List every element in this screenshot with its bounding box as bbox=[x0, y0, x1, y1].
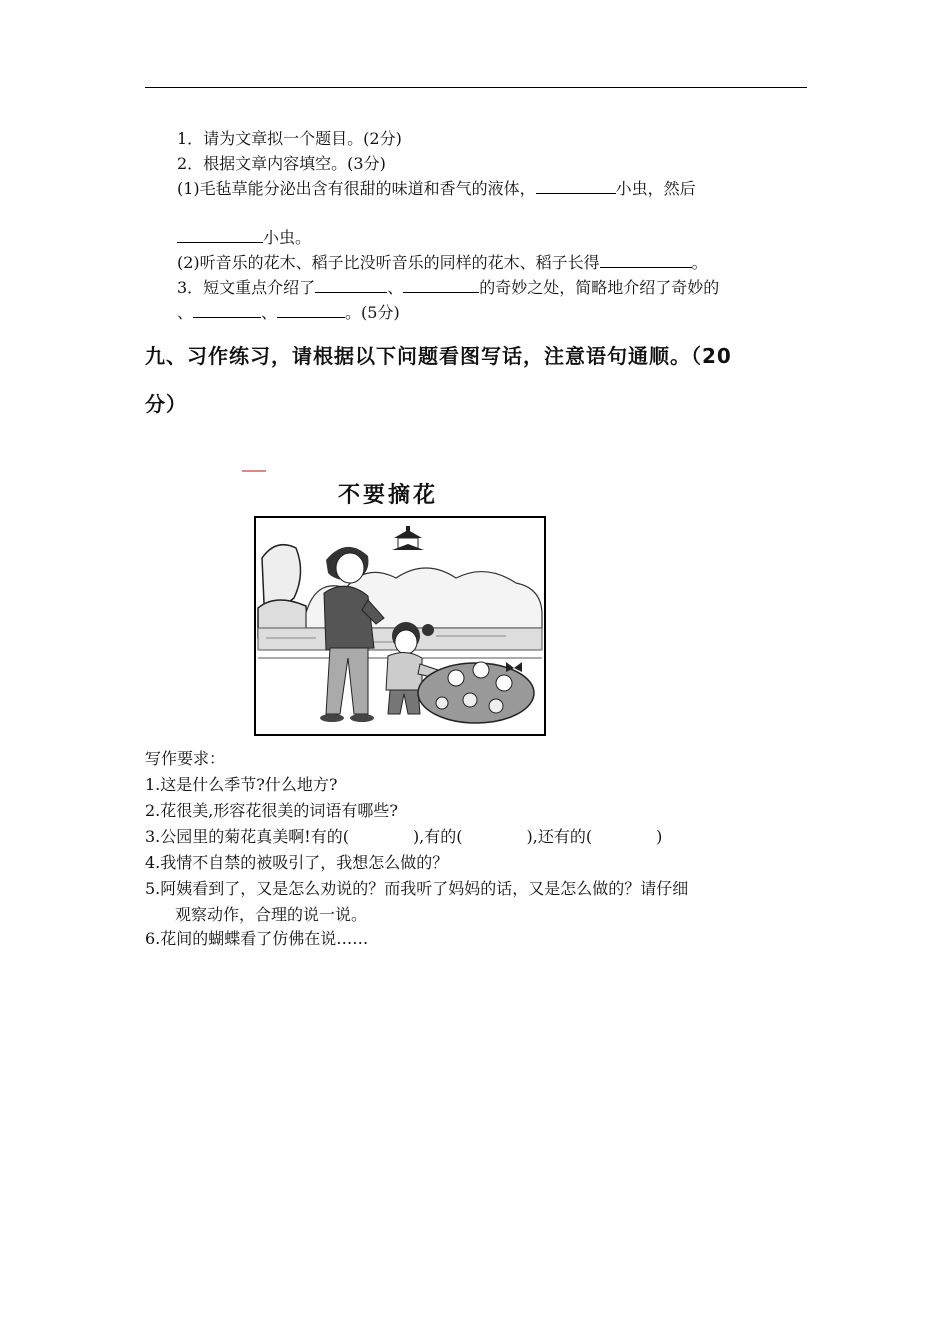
requirement-item: 1.这是什么季节?什么地方? bbox=[145, 775, 338, 794]
question-2-1-text-b: 小虫，然后 bbox=[615, 179, 696, 198]
question-2-1-cont bbox=[177, 227, 311, 249]
requirement-item: 5.阿姨看到了，又是怎么劝说的？而我听了妈妈的话，又是怎么做的？请仔细 bbox=[145, 879, 689, 898]
picture-title: 不要摘花 bbox=[338, 483, 439, 508]
question-3-text-d: 、 bbox=[261, 303, 278, 322]
question-3-text-b: 的奇妙之处，简略地介绍了奇妙的 bbox=[479, 278, 720, 297]
question-3-text-e: 。(5分) bbox=[345, 303, 400, 322]
requirement-item: 3.公园里的菊花真美啊!有的( ),有的( ),还有的( ) bbox=[145, 827, 663, 846]
question-2-2-text-a: (2)听音乐的花木、稻子比没听音乐的同样的花木、稻子长得 bbox=[177, 253, 600, 272]
question-2-1 bbox=[177, 178, 696, 200]
answer-blank[interactable] bbox=[177, 228, 263, 243]
requirement-item: 2.花很美,形容花很美的词语有哪些? bbox=[145, 801, 398, 820]
answer-blank[interactable] bbox=[536, 179, 616, 194]
question-1: 1．请为文章拟一个题目。(2分) bbox=[177, 129, 402, 148]
section9-heading-cont: 分） bbox=[145, 392, 187, 416]
pavilion-icon bbox=[392, 526, 424, 550]
question-3-text-c: 、 bbox=[177, 303, 194, 322]
answer-blank[interactable] bbox=[193, 303, 261, 318]
illustration-frame bbox=[254, 516, 546, 736]
requirements-label: 写作要求： bbox=[145, 749, 226, 768]
question-2-2 bbox=[177, 252, 708, 274]
question-2-2-text-b: 。 bbox=[691, 253, 708, 272]
answer-blank[interactable] bbox=[403, 278, 479, 293]
answer-blank[interactable] bbox=[277, 303, 345, 318]
requirement-item: 观察动作，合理的说一说。 bbox=[175, 905, 368, 924]
decorative-mark bbox=[242, 470, 266, 472]
question-3-cont bbox=[177, 302, 400, 324]
flower-bush bbox=[418, 662, 534, 723]
question-3 bbox=[177, 277, 719, 299]
rock-shape bbox=[262, 545, 301, 607]
header-rule bbox=[145, 87, 807, 88]
question-2: 2．根据文章内容填空。(3分) bbox=[177, 154, 386, 173]
park-illustration bbox=[256, 518, 544, 734]
question-2-1-text-a: (1)毛毡草能分泌出含有很甜的味道和香气的液体， bbox=[177, 179, 536, 198]
requirement-item: 6.花间的蝴蝶看了仿佛在说…… bbox=[145, 929, 369, 948]
question-2-1-text-c: 小虫。 bbox=[263, 228, 312, 247]
section9-heading: 九、习作练习，请根据以下问题看图写话，注意语句通顺。（20 bbox=[145, 344, 732, 368]
answer-blank[interactable] bbox=[600, 253, 692, 268]
requirement-item: 4.我情不自禁的被吸引了，我想怎么做的？ bbox=[145, 853, 449, 872]
question-3-text-a: 3．短文重点介绍了 bbox=[177, 278, 316, 297]
question-3-sep: 、 bbox=[387, 278, 404, 297]
answer-blank[interactable] bbox=[315, 278, 387, 293]
